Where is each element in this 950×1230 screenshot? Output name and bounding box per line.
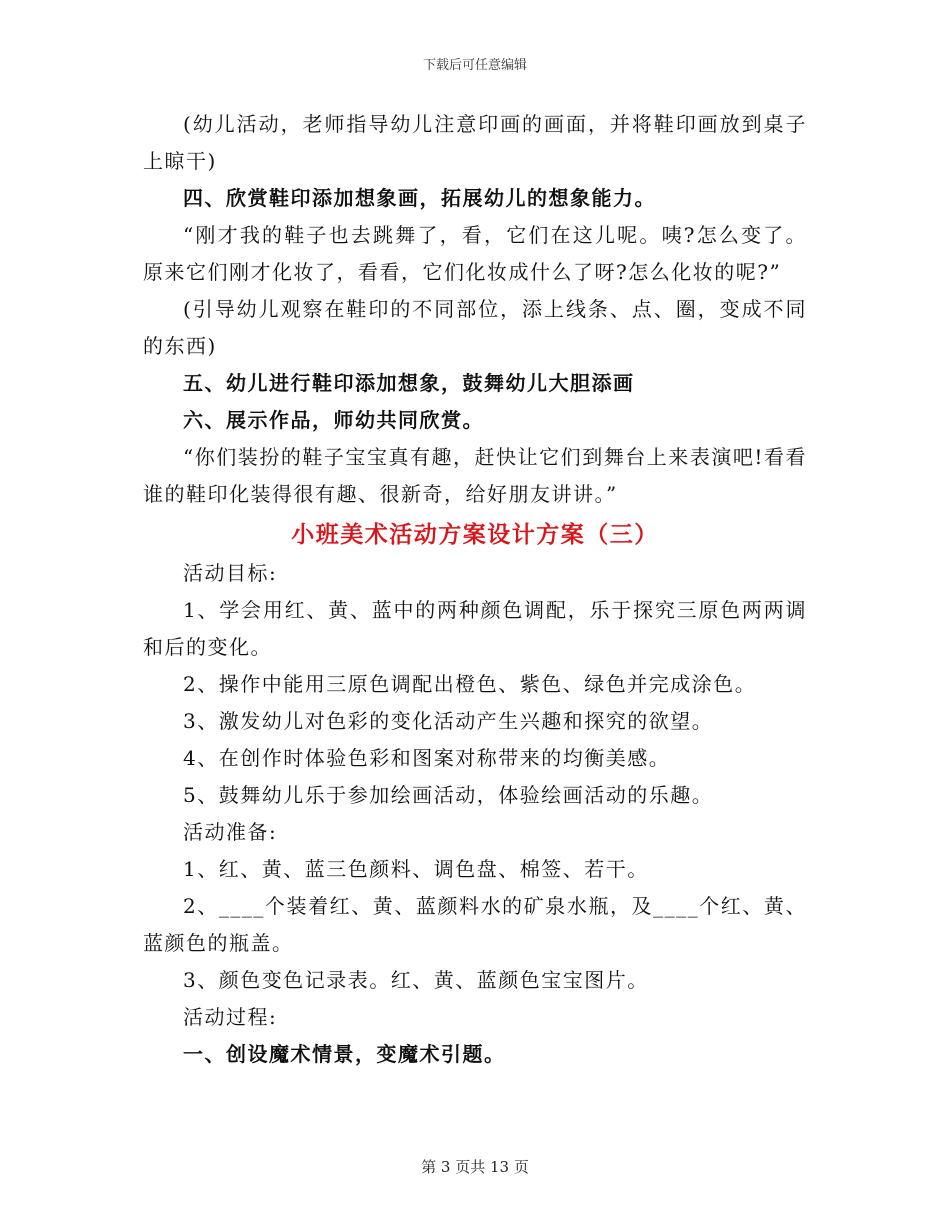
heading-step-4: 四、欣赏鞋印添加想象画，拓展幼儿的想象能力。 [183, 186, 656, 210]
process-step-1: 一、创设魔术情景，变魔术引题。 [183, 1042, 506, 1066]
page-header: 下载后可任意编辑 [422, 58, 527, 73]
goal-item: 2、操作中能用三原色调配出橙色、紫色、绿色并完成涂色。 [183, 672, 757, 696]
prep-item: 2、____个装着红、黄、蓝颜料水的矿泉水瓶，及____个红、黄、蓝颜色的瓶盖。 [143, 894, 807, 955]
process-label: 活动过程: [183, 1005, 278, 1029]
goal-item: 1、学会用红、黄、蓝中的两种颜色调配，乐于探究三原色两两调和后的变化。 [143, 598, 807, 659]
page-footer: 第 3 页共 13 页 [421, 1158, 529, 1176]
paragraph-quote-2: “你们装扮的鞋子宝宝真有趣，赶快让它们到舞台上来表演吧!看看谁的鞋印化装得很有趣、很新奇，给好朋友讲讲。” [143, 445, 807, 506]
goal-item: 3、激发幼儿对色彩的变化活动产生兴趣和探究的欲望。 [183, 709, 714, 733]
paragraph-guide-note: (引导幼儿观察在鞋印的不同部位，添上线条、点、圈，变成不同的东西) [143, 297, 807, 358]
heading-step-5: 五、幼儿进行鞋印添加想象，鼓舞幼儿大胆添画 [183, 371, 635, 395]
section-title: 小班美术活动方案设计方案（三） [291, 522, 659, 548]
paragraph-activity-note: (幼儿活动，老师指导幼儿注意印画的画面，并将鞋印画放到桌子上晾干) [143, 112, 807, 173]
prep-label: 活动准备: [183, 820, 278, 844]
document-body [143, 106, 807, 1073]
heading-step-6: 六、展示作品，师幼共同欣赏。 [183, 408, 484, 432]
prep-item: 3、颜色变色记录表。红、黄、蓝颜色宝宝图片。 [183, 968, 649, 992]
goal-item: 5、鼓舞幼儿乐于参加绘画活动，体验绘画活动的乐趣。 [183, 783, 714, 807]
goals-label: 活动目标: [183, 561, 278, 585]
goal-item: 4、在创作时体验色彩和图案对称带来的均衡美感。 [183, 746, 671, 770]
paragraph-quote-1: “刚才我的鞋子也去跳舞了，看，它们在这儿呢。咦?怎么变了。原来它们刚才化妆了，看看，它们化妆成什么了呀?怎么化妆的呢?” [143, 223, 807, 284]
prep-item: 1、红、黄、蓝三色颜料、调色盘、棉签、若干。 [183, 857, 649, 881]
